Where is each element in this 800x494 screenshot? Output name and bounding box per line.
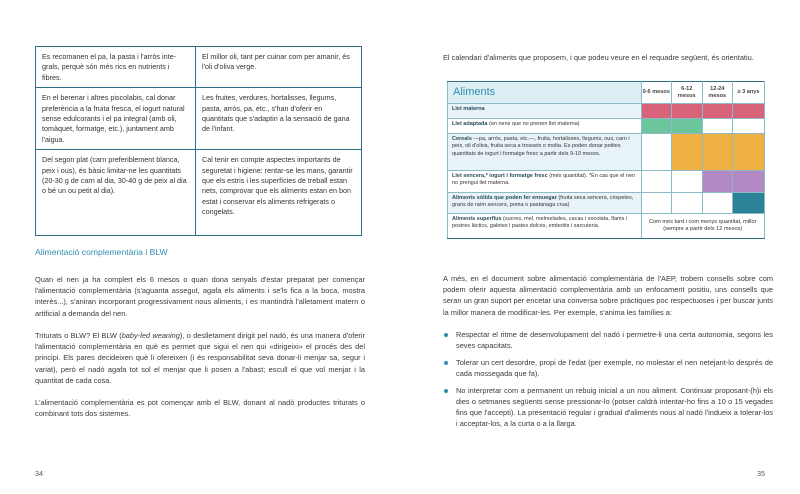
food-label bbox=[448, 214, 642, 239]
table-row bbox=[448, 193, 765, 214]
list-item bbox=[443, 385, 773, 430]
age-cell-empty bbox=[702, 119, 733, 134]
table-row bbox=[36, 88, 362, 150]
paragraph: Quan el nen ja ha complert els 6 mesos o quan dona senyals d'estar preparat per començar l'alimentació complementària (s'aguanta assegut, agafa els aliments i se'ls fica a la boca, mostra interès...), s'aniran incorporant progressivament nous aliments, i es mantindrà l'alletament matern o artificial a demanda del nen. bbox=[35, 275, 365, 318]
age-cell-filled bbox=[733, 171, 765, 193]
age-cell-filled bbox=[733, 134, 765, 171]
right-page bbox=[400, 0, 800, 494]
age-cell-empty bbox=[672, 193, 703, 214]
table-row bbox=[448, 134, 765, 171]
age-cell-filled bbox=[672, 104, 703, 119]
table-header-row bbox=[448, 82, 765, 104]
table-row bbox=[448, 104, 765, 119]
superflus-note: Com més tard i com menys quantitat, millor (sempre a partir dels 12 mesos) bbox=[641, 214, 765, 239]
food-detail: (sucres, mel, melmelades, cacau i xocolata, flams i postres làctics, galetes i pastes dolces, embotits i xarcuteria. bbox=[452, 216, 628, 230]
table-row bbox=[36, 150, 362, 236]
food-detail: (més quantitat). *En cas que el nen no prengui llet materna. bbox=[452, 173, 636, 187]
table-row bbox=[448, 119, 765, 134]
food-label bbox=[448, 193, 642, 214]
food-name: Cereals bbox=[452, 136, 472, 142]
list-item-text: No interpretar com a permanent un rebuig inicial a un nou aliment. Continuar proposant-(h)i els dies o setmanes següents sense pressionar-lo (potser caldrà intentar-ho fins a 10 o 15 vegades fins que l'accepti). La presentació regular i gradual d'aliments nous al nadó l'indueix a tolerar-los i acceptar-los, a la curta o a la llarga. bbox=[456, 385, 773, 429]
italic-term: baby-led weaning bbox=[121, 331, 180, 340]
table-cell: Es recomanen el pa, la pasta i l'arròs integrals, perquè són més rics en nutrients i fibres. bbox=[36, 47, 196, 88]
food-name: Llet adaptada bbox=[452, 121, 488, 127]
bullet-icon bbox=[444, 389, 448, 393]
food-name: Llet sencera,* iogurt i formatge fresc bbox=[452, 173, 548, 179]
age-column-header: 12-24 mesos bbox=[702, 82, 733, 104]
page-number: 34 bbox=[35, 469, 43, 478]
age-cell-empty bbox=[641, 134, 672, 171]
table-row bbox=[448, 214, 765, 239]
age-column-header: 0-6 mesos bbox=[641, 82, 672, 104]
paragraph-text: ), o deslletament dirigit pel nadó, és una manera d'oferir l'alimentació complementària en què es permet que sigui el nen qui «dirigeixi» el procés des del principi. Els pares decideixen què li ofereixen (i és responsabilitat seva donar-li menjar sa, segur i variat), però el nadó agafa tot sol el menjar que li posen a l'abast; escull el que vol menjar i la quantitat de cada cosa. bbox=[35, 331, 366, 385]
food-detail: (fruita seca sencera, crispetes, grans de raïm sencers, poma o pastanaga crua) bbox=[452, 195, 634, 209]
age-cell-filled bbox=[702, 134, 733, 171]
section-title: Alimentació complementària i BLW bbox=[35, 247, 168, 257]
list-item-text: Respectar el ritme de desenvolupament del nadó i permetre-li una certa autonomia, segons les seves capacitats. bbox=[456, 330, 773, 351]
age-column-header: 6-12 mesos bbox=[672, 82, 703, 104]
paragraph: L'alimentació complementària es pot començar amb el BLW, donant al nadó productes triturats o combinant tots dos sistemes. bbox=[35, 398, 365, 419]
list-item bbox=[443, 329, 773, 351]
age-cell-filled bbox=[641, 119, 672, 134]
list-item-text: Tolerar un cert desordre, propi de l'edat (per exemple, no molestar el nen netejant-lo després de cada mossegada que fa). bbox=[456, 357, 773, 379]
table-row bbox=[448, 171, 765, 193]
food-name: Aliments sòlids que poden fer ennuegar bbox=[452, 195, 557, 201]
age-cell-filled bbox=[641, 104, 672, 119]
age-cell-empty bbox=[641, 171, 672, 193]
food-label bbox=[448, 119, 642, 134]
food-label bbox=[448, 171, 642, 193]
table-cell: Les fruites, verdures, hortalisses, llegums, pasta, arròs, pa, etc., s'han d'oferir en quantitats que s'adaptin a la sensació de gana de l'infant. bbox=[196, 88, 362, 150]
age-cell-filled bbox=[672, 134, 703, 171]
food-label bbox=[448, 104, 642, 119]
food-detail: —pa, arròs, pasta, etc.—, fruita, hortalisses, llegums, ous, carn i peix, oli d'oliva, fruita seca a trossets o molta. Es poden donar petites quantitats de iogurt i formatge fresc a partir dels 9-10 mesos. bbox=[452, 136, 630, 157]
advice-list bbox=[443, 329, 773, 435]
table-cell: El millor oli, tant per cuinar com per amanir, és l'oli d'oliva verge. bbox=[196, 47, 362, 88]
food-calendar-table bbox=[447, 81, 765, 239]
age-cell-empty bbox=[641, 193, 672, 214]
paragraph-blw bbox=[35, 330, 365, 386]
table-row bbox=[36, 47, 362, 88]
intro-paragraph: El calendari d'aliments que proposem, i que podeu veure en el requadre següent, és orientatiu. bbox=[443, 53, 754, 62]
age-cell-filled bbox=[702, 171, 733, 193]
paragraph-text: Triturats o BLW? El BLW ( bbox=[35, 331, 122, 340]
food-name: Aliments superflus bbox=[452, 216, 502, 222]
food-name: Llet materna bbox=[452, 106, 485, 112]
table-title: Aliments bbox=[448, 82, 642, 104]
age-cell-filled bbox=[672, 119, 703, 134]
age-column-header: ≥ 3 anys bbox=[733, 82, 765, 104]
nutrition-tips-table bbox=[35, 46, 362, 236]
age-cell-empty bbox=[702, 193, 733, 214]
bullet-icon bbox=[444, 361, 448, 365]
table-cell: En el berenar i altres piscolabis, cal donar preferència a la fruita fresca, el iogurt natural sense edulcorants i el pa integral (amb oli, tomàquet, formatge, etc.), juntament amb l'aigua. bbox=[36, 88, 196, 150]
table-cell: Del segon plat (carn preferiblement blanca, peix i ous), és bàsic limitar-ne les quantitats (20-30 g de carn al dia, 30-40 g de peix al dia o bé un ou petit al dia). bbox=[36, 150, 196, 236]
bullet-icon bbox=[444, 333, 448, 337]
table-cell: Cal tenir en compte aspectes importants de seguretat i higiene: rentar-se les mans, garantir que els estris i les superfícies de treball estan nets, comprovar que els aliments estan en bon estat i conservar els aliments refrigerats o congelats. bbox=[196, 150, 362, 236]
paragraph: A més, en el document sobre alimentació complementària de l'AEP, trobem consells sobre com podem oferir aquesta alimentació complementària amb un enfocament positiu, uns consells que seran un gran suport per encetar una conversa sobre pràctiques poc respectuoses i per buscar junts la millor manera de modificar-les. Per exemple, s'anima les famílies a: bbox=[443, 274, 773, 317]
food-label bbox=[448, 134, 642, 171]
age-cell-filled bbox=[733, 193, 765, 214]
list-item bbox=[443, 357, 773, 379]
age-cell-filled bbox=[733, 104, 765, 119]
age-cell-empty bbox=[672, 171, 703, 193]
age-cell-empty bbox=[733, 119, 765, 134]
food-detail: (en nens que no prenen llet materna) bbox=[487, 121, 580, 127]
age-cell-filled bbox=[702, 104, 733, 119]
page-number: 35 bbox=[757, 469, 765, 478]
